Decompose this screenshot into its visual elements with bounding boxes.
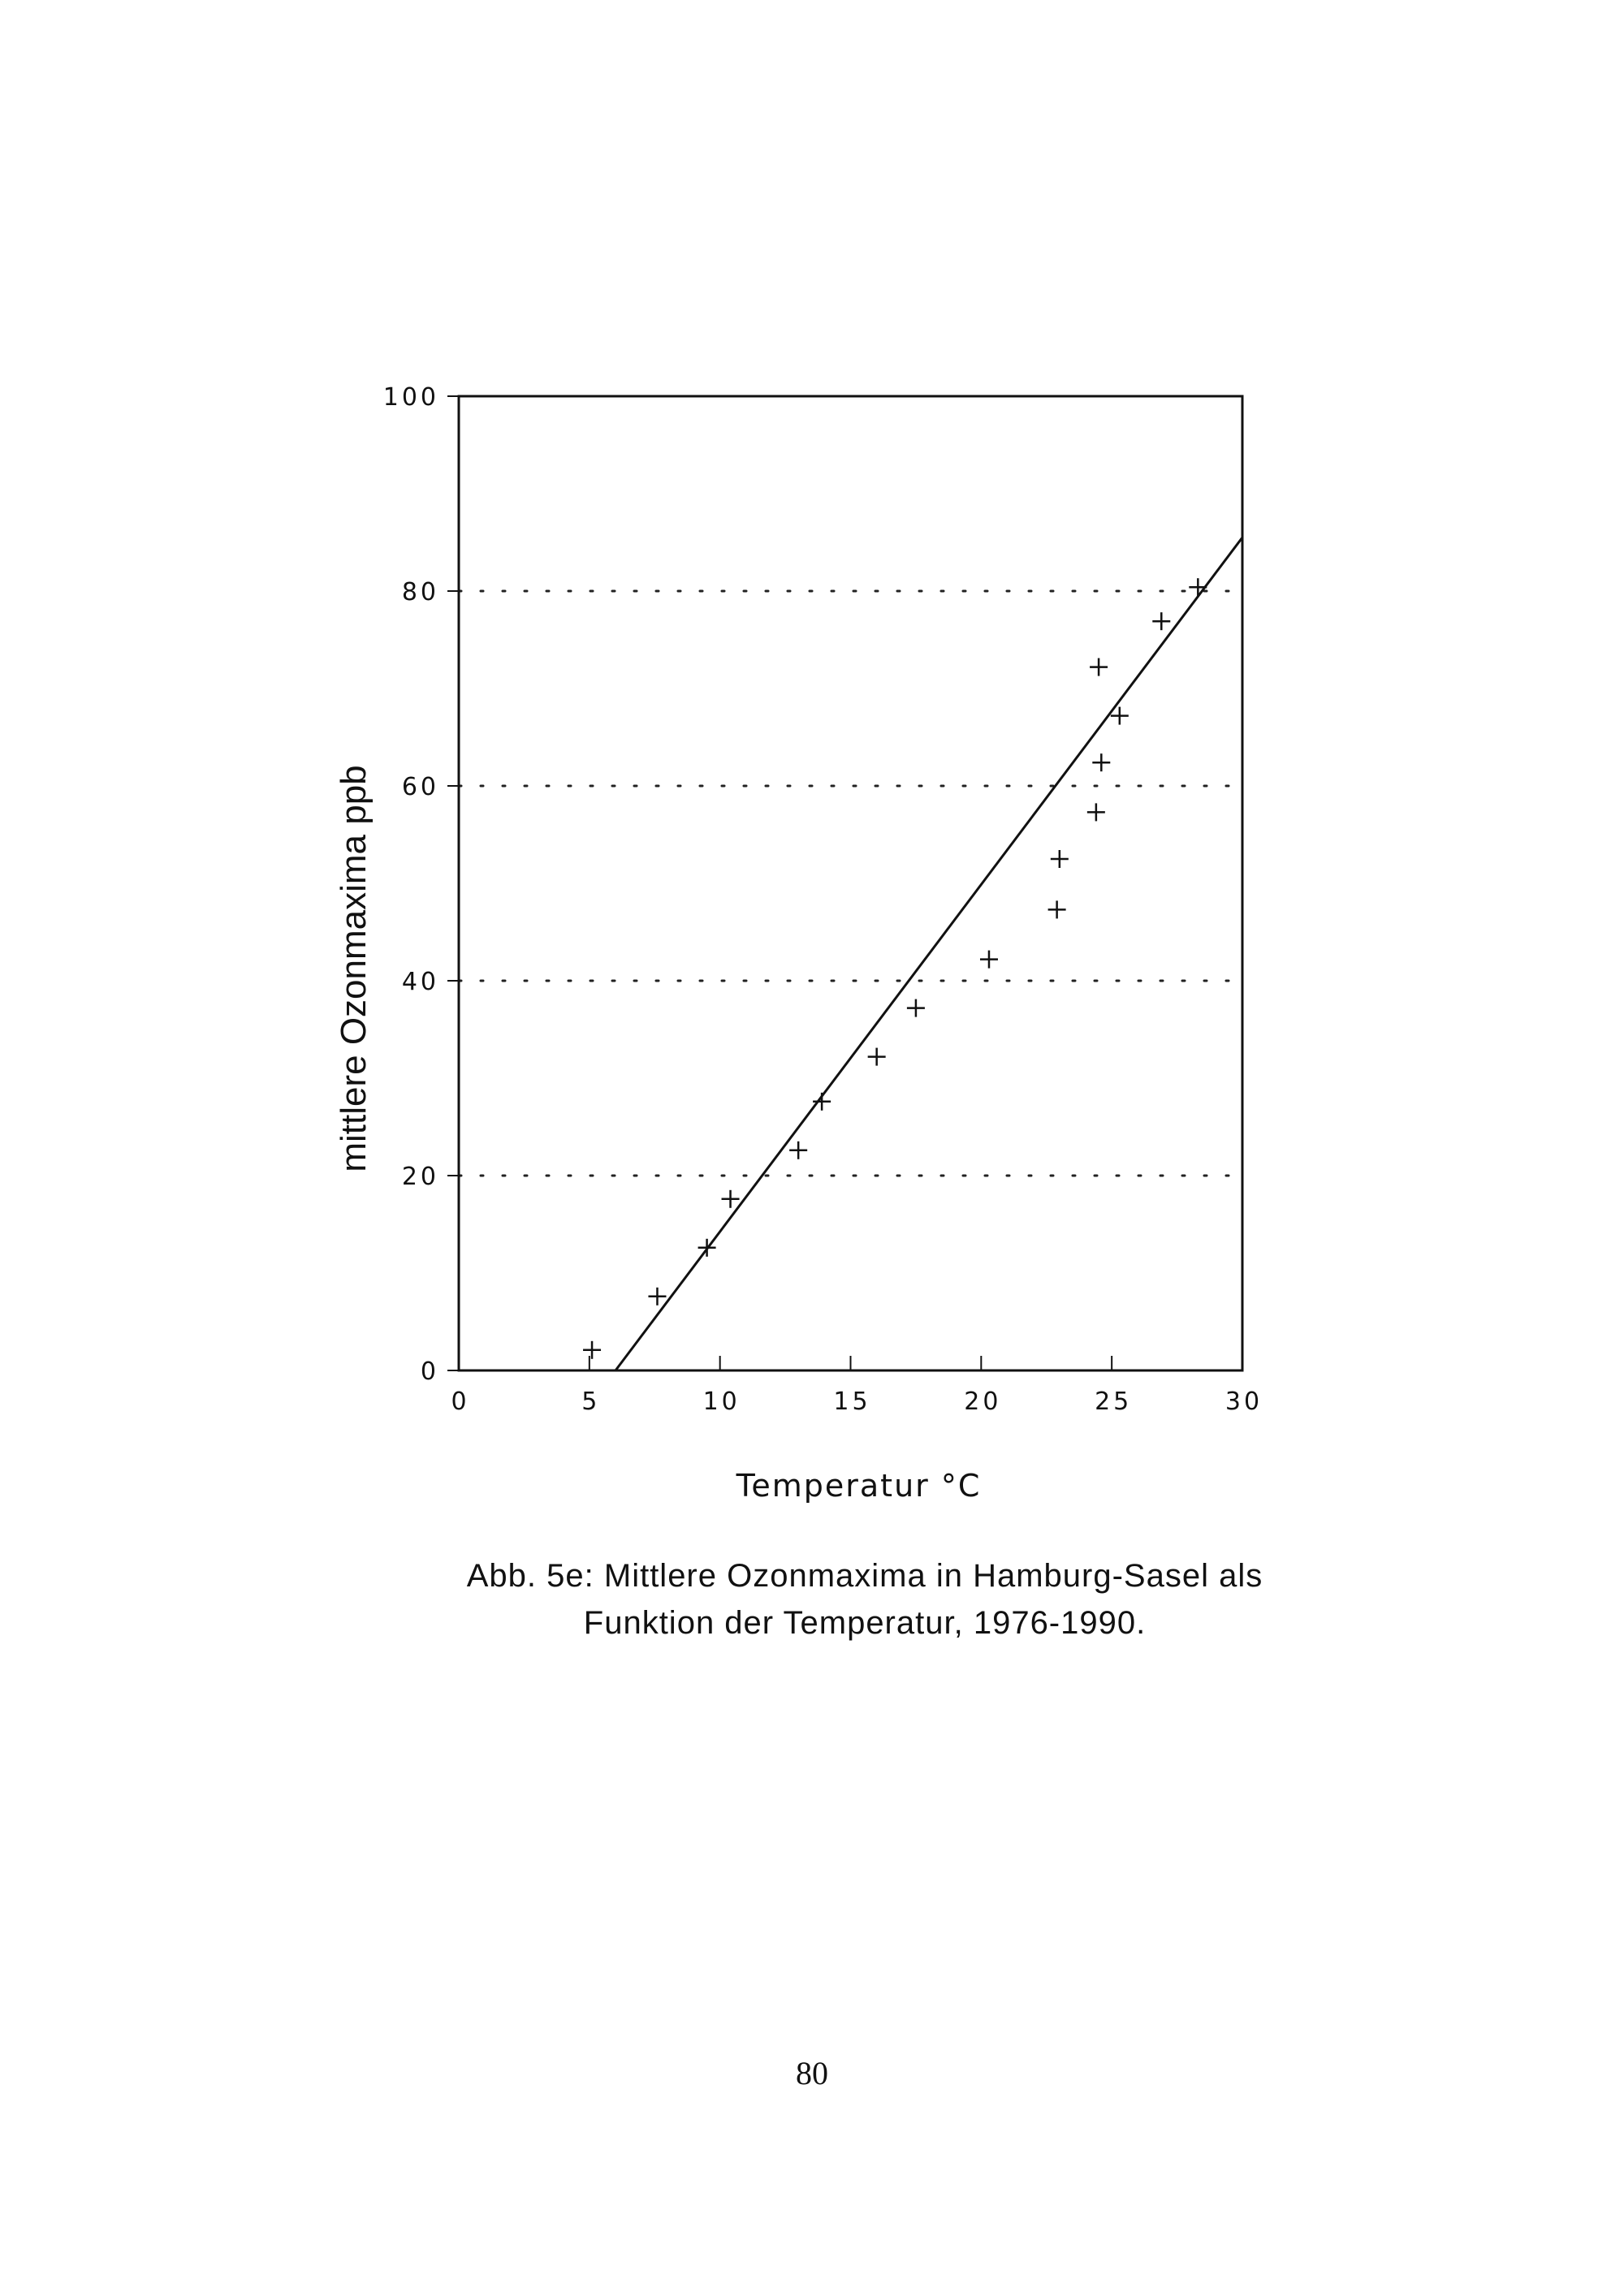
data-point — [1189, 578, 1207, 596]
page-number: 80 — [796, 2055, 828, 2091]
data-points — [583, 578, 1207, 1359]
gridlines — [459, 591, 1242, 1176]
y-tick-label: 80 — [401, 578, 439, 606]
data-point — [813, 1093, 831, 1111]
axis-ticks — [447, 396, 1242, 1370]
x-tick-label: 20 — [964, 1388, 1002, 1416]
data-point — [1048, 900, 1066, 918]
data-point — [980, 951, 998, 969]
x-tick-label: 10 — [702, 1388, 741, 1416]
x-tick-label: 25 — [1095, 1388, 1133, 1416]
x-tick-label: 30 — [1224, 1388, 1263, 1416]
data-point — [1092, 753, 1110, 771]
data-point — [1051, 850, 1069, 868]
y-tick-label: 0 — [420, 1357, 439, 1386]
y-tick-labels — [383, 383, 439, 1386]
data-point — [583, 1341, 601, 1359]
x-axis-title: Temperatur °C — [736, 1468, 982, 1504]
figure-caption — [0, 1552, 1624, 1646]
y-axis-title: mittlere Ozonmaxima ppb — [334, 765, 374, 1172]
regression-line — [615, 537, 1242, 1370]
plot-frame — [459, 396, 1242, 1370]
x-tick-labels — [451, 1388, 1263, 1416]
data-point — [789, 1142, 807, 1159]
x-tick-label: 5 — [581, 1388, 601, 1416]
data-point — [1090, 658, 1108, 676]
data-point — [648, 1288, 666, 1306]
caption-line-2: Funktion der Temperatur, 1976-1990. — [583, 1605, 1147, 1641]
x-tick-label: 0 — [451, 1388, 470, 1416]
y-tick-label: 60 — [401, 773, 439, 801]
y-tick-label: 40 — [401, 968, 439, 996]
data-point — [722, 1190, 740, 1208]
data-point — [1152, 612, 1170, 630]
caption-line-1: Abb. 5e: Mittlere Ozonmaxima in Hamburg-Sasel als — [466, 1558, 1263, 1594]
data-point — [1087, 803, 1105, 821]
x-tick-label: 15 — [833, 1388, 871, 1416]
data-point — [868, 1048, 886, 1066]
data-point — [907, 999, 925, 1017]
y-tick-label: 20 — [401, 1163, 439, 1191]
y-tick-label: 100 — [382, 383, 439, 412]
